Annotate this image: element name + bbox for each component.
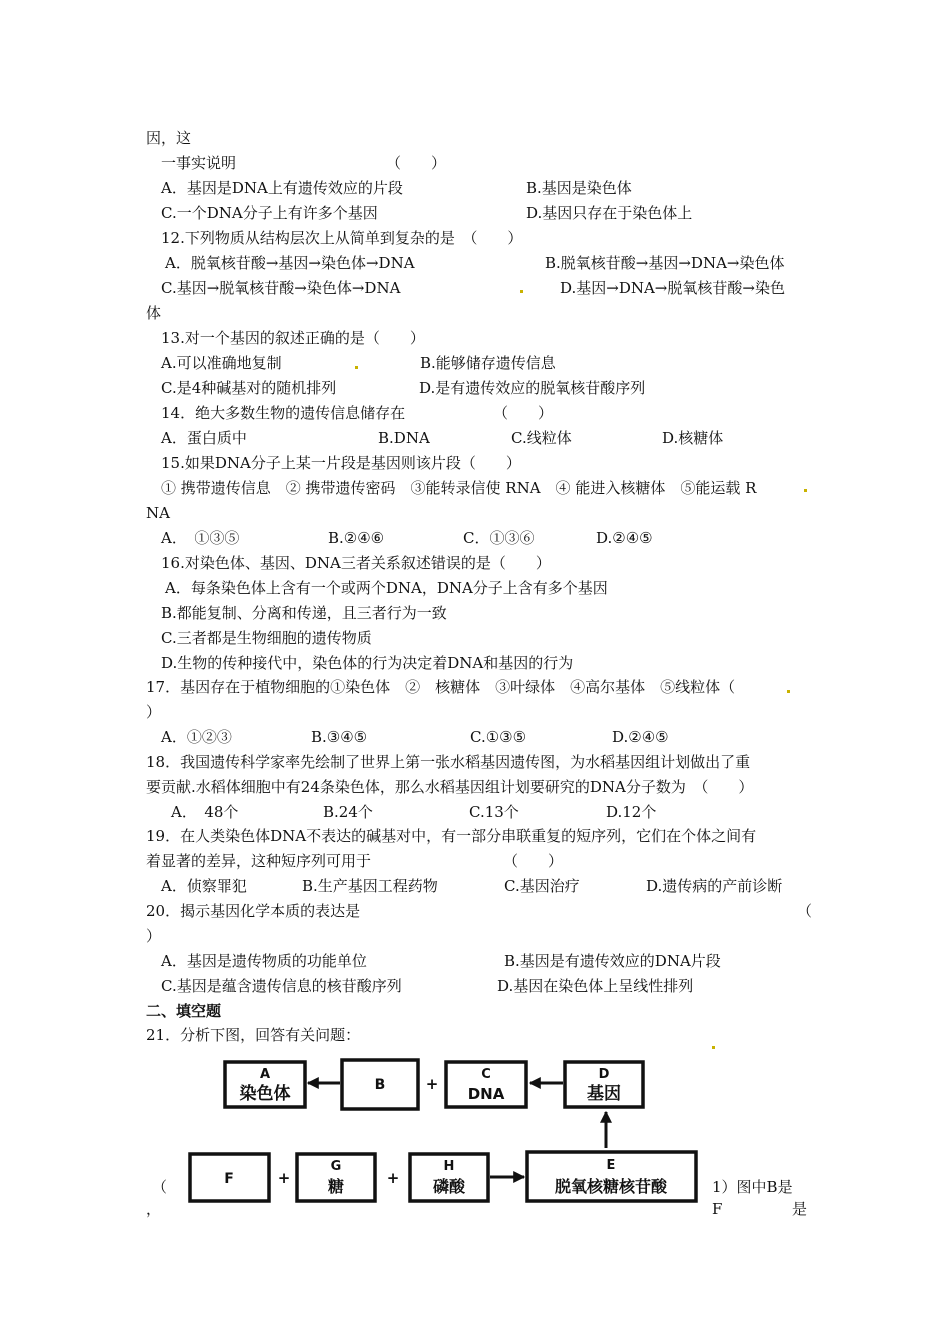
label-b: B	[374, 1077, 386, 1093]
text-line: 是	[792, 1200, 808, 1218]
option-b: B.24个	[323, 803, 373, 821]
option-c: C.线粒体	[511, 429, 572, 447]
answer-blank: （ ）	[493, 404, 554, 422]
option-a: A．每条染色体上含有一个或两个DNA，DNA分子上含有多个基因	[165, 579, 608, 597]
option-b: B.生产基因工程药物	[302, 877, 438, 895]
option-a: A．脱氧核苷酸→基因→染色体→DNA	[165, 254, 415, 272]
option-c: C．①③⑥	[463, 529, 535, 547]
question-20: 20．揭示基因化学本质的表达是	[146, 902, 361, 920]
label-c: C	[481, 1067, 491, 1082]
label-sugar: 糖	[327, 1177, 345, 1196]
text-line: 因，这	[146, 129, 192, 147]
option-b: B.脱氧核苷酸→基因→DNA→染色体	[545, 254, 785, 272]
section-title: 二、填空题	[146, 1002, 222, 1020]
label-f: F	[224, 1171, 234, 1187]
question-16: 16.对染色体、基因、DNA三者关系叙述错误的是（ ）	[161, 554, 551, 572]
question-15: 15.如果DNA分子上某一片段是基因则该片段（ ）	[161, 454, 521, 472]
option-a: A． 48个	[171, 803, 239, 821]
option-d: D.基因→DNA→脱氧核苷酸→染色	[560, 279, 785, 297]
option-d: D.基因只存在于染色体上	[526, 204, 693, 222]
option-c: C.基因治疗	[504, 877, 580, 895]
option-b: B.②④⑥	[328, 529, 385, 547]
text-line: ）	[146, 703, 162, 721]
option-c: C.一个DNA分子上有许多个基因	[161, 204, 378, 222]
question-17: 17．基因存在于植物细胞的①染色体 ② 核糖体 ③叶绿体 ④高尔基体 ⑤线粒体（	[146, 678, 736, 696]
option-d: D.基因在染色体上呈线性排列	[497, 977, 694, 995]
option-a: A． ①③⑤	[161, 529, 240, 547]
question-19: 19．在人类染色体DNA不表达的碱基对中，有一部分串联重复的短序列，它们在个体之间有	[146, 827, 757, 845]
label-deoxynucleotide: 脱氧核糖核苷酸	[554, 1177, 668, 1196]
option-d: D.12个	[606, 803, 657, 821]
option-d: D.②④⑤	[596, 529, 653, 547]
option-c: C.基因→脱氧核苷酸→染色体→DNA	[161, 279, 401, 297]
label-a: A	[259, 1067, 271, 1082]
question-21: 21．分析下图，回答有关问题：	[146, 1026, 361, 1044]
answer-blank: （ ）	[386, 154, 447, 172]
plus-sign: +	[425, 1075, 439, 1093]
text-line: 体	[146, 304, 162, 322]
label-gene: 基因	[587, 1084, 621, 1104]
text-line: 要贡献.水稻体细胞中有24条染色体，那么水稻基因组计划要研究的DNA分子数为 （ ）	[146, 778, 754, 796]
label-chromosome: 染色体	[239, 1084, 291, 1104]
label-d: D	[598, 1067, 610, 1082]
label-phosphate: 磷酸	[432, 1177, 466, 1196]
option-a: A．①②③	[161, 728, 232, 746]
label-g: G	[330, 1159, 342, 1174]
option-b: B.都能复制、分离和传递，且三者行为一致	[161, 604, 447, 622]
option-d: D.核糖体	[662, 429, 724, 447]
option-b: B.基因是染色体	[526, 179, 632, 197]
option-a: A．侦察罪犯	[161, 877, 247, 895]
question-18: 18．我国遗传科学家率先绘制了世界上第一张水稻基因遗传图，为水稻基因组计划做出了重	[146, 753, 751, 771]
question-12: 12.下列物质从结构层次上从简单到复杂的是 （ ）	[161, 229, 523, 247]
option-a: A．基因是DNA上有遗传效应的片段	[161, 179, 403, 197]
question-13: 13.对一个基因的叙述正确的是（ ）	[161, 329, 425, 347]
option-c: C.是4种碱基对的随机排列	[161, 379, 337, 397]
option-d: D.是有遗传效应的脱氧核苷酸序列	[419, 379, 646, 397]
label-h: H	[443, 1159, 455, 1174]
plus-sign: +	[277, 1169, 291, 1187]
question-14: 14．绝大多数生物的遗传信息储存在	[161, 404, 406, 422]
answer-blank-close: ）	[146, 927, 162, 945]
option-b: B.③④⑤	[311, 728, 368, 746]
label-dna: DNA	[467, 1085, 505, 1103]
option-b: B.基因是有遗传效应的DNA片段	[504, 952, 721, 970]
text-line: 1）图中B是	[712, 1178, 793, 1196]
text-line: ，	[146, 1200, 162, 1218]
option-d: D.生物的传种接代中，染色体的行为决定着DNA和基因的行为	[161, 654, 574, 672]
option-c: C.基因是蕴含遗传信息的核苷酸序列	[161, 977, 402, 995]
text-line: NA	[146, 504, 170, 522]
option-b: B.能够储存遗传信息	[420, 354, 556, 372]
option-a: A．蛋白质中	[161, 429, 247, 447]
answer-blank: （ ）	[503, 852, 564, 870]
label-e: E	[606, 1158, 616, 1173]
option-c: C.①③⑤	[470, 728, 527, 746]
text-line: 一事实说明	[161, 154, 237, 172]
text-line: （	[152, 1178, 168, 1196]
text-line: 着显著的差异，这种短序列可用于	[146, 852, 372, 870]
statements: ① 携带遗传信息 ② 携带遗传密码 ③能转录信使 RNA ④ 能进入核糖体 ⑤能运载 R	[161, 479, 757, 497]
option-c: C.13个	[469, 803, 519, 821]
plus-sign: +	[386, 1169, 400, 1187]
option-c: C.三者都是生物细胞的遗传物质	[161, 629, 372, 647]
text-line: F	[712, 1200, 723, 1218]
option-b: B.DNA	[378, 429, 430, 447]
option-d: D.遗传病的产前诊断	[646, 877, 783, 895]
answer-blank-open: （	[797, 902, 813, 920]
option-a: A.可以准确地复制	[161, 354, 282, 372]
option-a: A．基因是遗传物质的功能单位	[161, 952, 367, 970]
option-d: D.②④⑤	[612, 728, 669, 746]
